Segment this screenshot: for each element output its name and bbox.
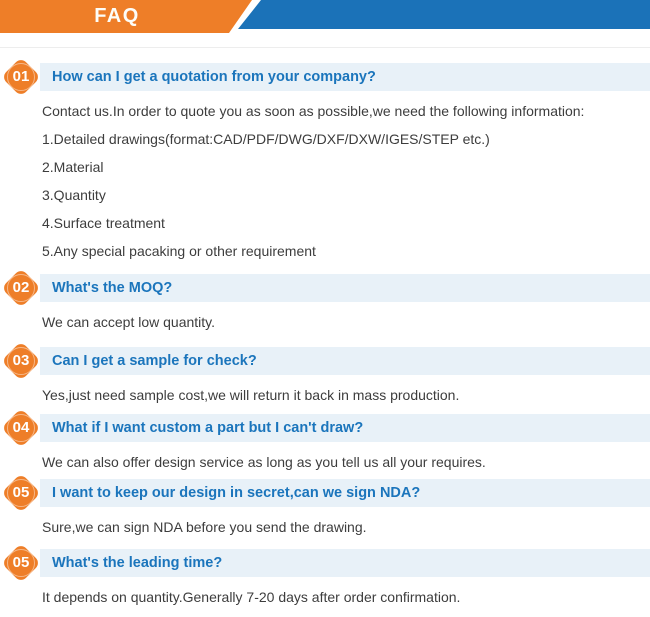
- question-bar: [40, 414, 650, 442]
- answer-line: It depends on quantity.Generally 7-20 days after order confirmation.: [42, 589, 461, 605]
- question-bar: [40, 274, 650, 302]
- question-text: What's the MOQ?: [52, 280, 173, 296]
- faq-item: [0, 268, 650, 336]
- faq-badge: [1, 57, 41, 97]
- question-bar: [40, 63, 650, 91]
- faq-badge: [1, 473, 41, 513]
- badge-number: 02: [12, 279, 30, 296]
- answer-line: 2.Material: [42, 159, 104, 175]
- question-bar: [40, 549, 650, 577]
- faq-item: [0, 57, 650, 265]
- badge-number: 05: [12, 484, 30, 501]
- badge-number: 04: [12, 419, 30, 436]
- faq-item: [0, 543, 650, 611]
- answer-block: [42, 308, 650, 336]
- answer-line: Contact us.In order to quote you as soon as possible,we need the following information:: [42, 103, 585, 119]
- question-text: I want to keep our design in secret,can we sign NDA?: [52, 485, 421, 501]
- question-bar: [40, 347, 650, 375]
- answer-line: 1.Detailed drawings(format:CAD/PDF/DWG/DXF/DXW/IGES/STEP etc.): [42, 131, 490, 147]
- answer-line: Sure,we can sign NDA before you send the drawing.: [42, 519, 367, 535]
- header-divider: [0, 47, 650, 48]
- answer-block: [42, 583, 650, 611]
- answer-line: We can accept low quantity.: [42, 314, 216, 330]
- answer-line: 4.Surface treatment: [42, 215, 165, 231]
- badge-number: 05: [12, 554, 30, 571]
- answer-block: [42, 513, 650, 541]
- faq-badge: [1, 408, 41, 448]
- question-text: What's the leading time?: [52, 555, 223, 571]
- banner-title: FAQ: [94, 5, 140, 27]
- question-bar: [40, 479, 650, 507]
- faq-badge: [1, 268, 41, 308]
- header-blue-bar: [238, 0, 650, 29]
- badge-number: 01: [12, 68, 30, 85]
- faq-item: [0, 408, 650, 476]
- answer-line: We can also offer design service as long as you tell us all your requires.: [42, 454, 486, 470]
- faq-item: [0, 473, 650, 541]
- badge-number: 03: [12, 352, 30, 369]
- answer-line: 3.Quantity: [42, 187, 106, 203]
- question-text: What if I want custom a part but I can't draw?: [52, 420, 364, 436]
- faq-badge: [1, 341, 41, 381]
- faq-item: [0, 341, 650, 409]
- answer-block: [42, 381, 650, 409]
- question-text: How can I get a quotation from your company?: [52, 69, 376, 85]
- answer-block: [42, 97, 650, 265]
- answer-block: [42, 448, 650, 476]
- question-text: Can I get a sample for check?: [52, 353, 257, 369]
- answer-line: 5.Any special pacaking or other requirement: [42, 243, 316, 259]
- answer-line: Yes,just need sample cost,we will return it back in mass production.: [42, 387, 460, 403]
- faq-badge: [1, 543, 41, 583]
